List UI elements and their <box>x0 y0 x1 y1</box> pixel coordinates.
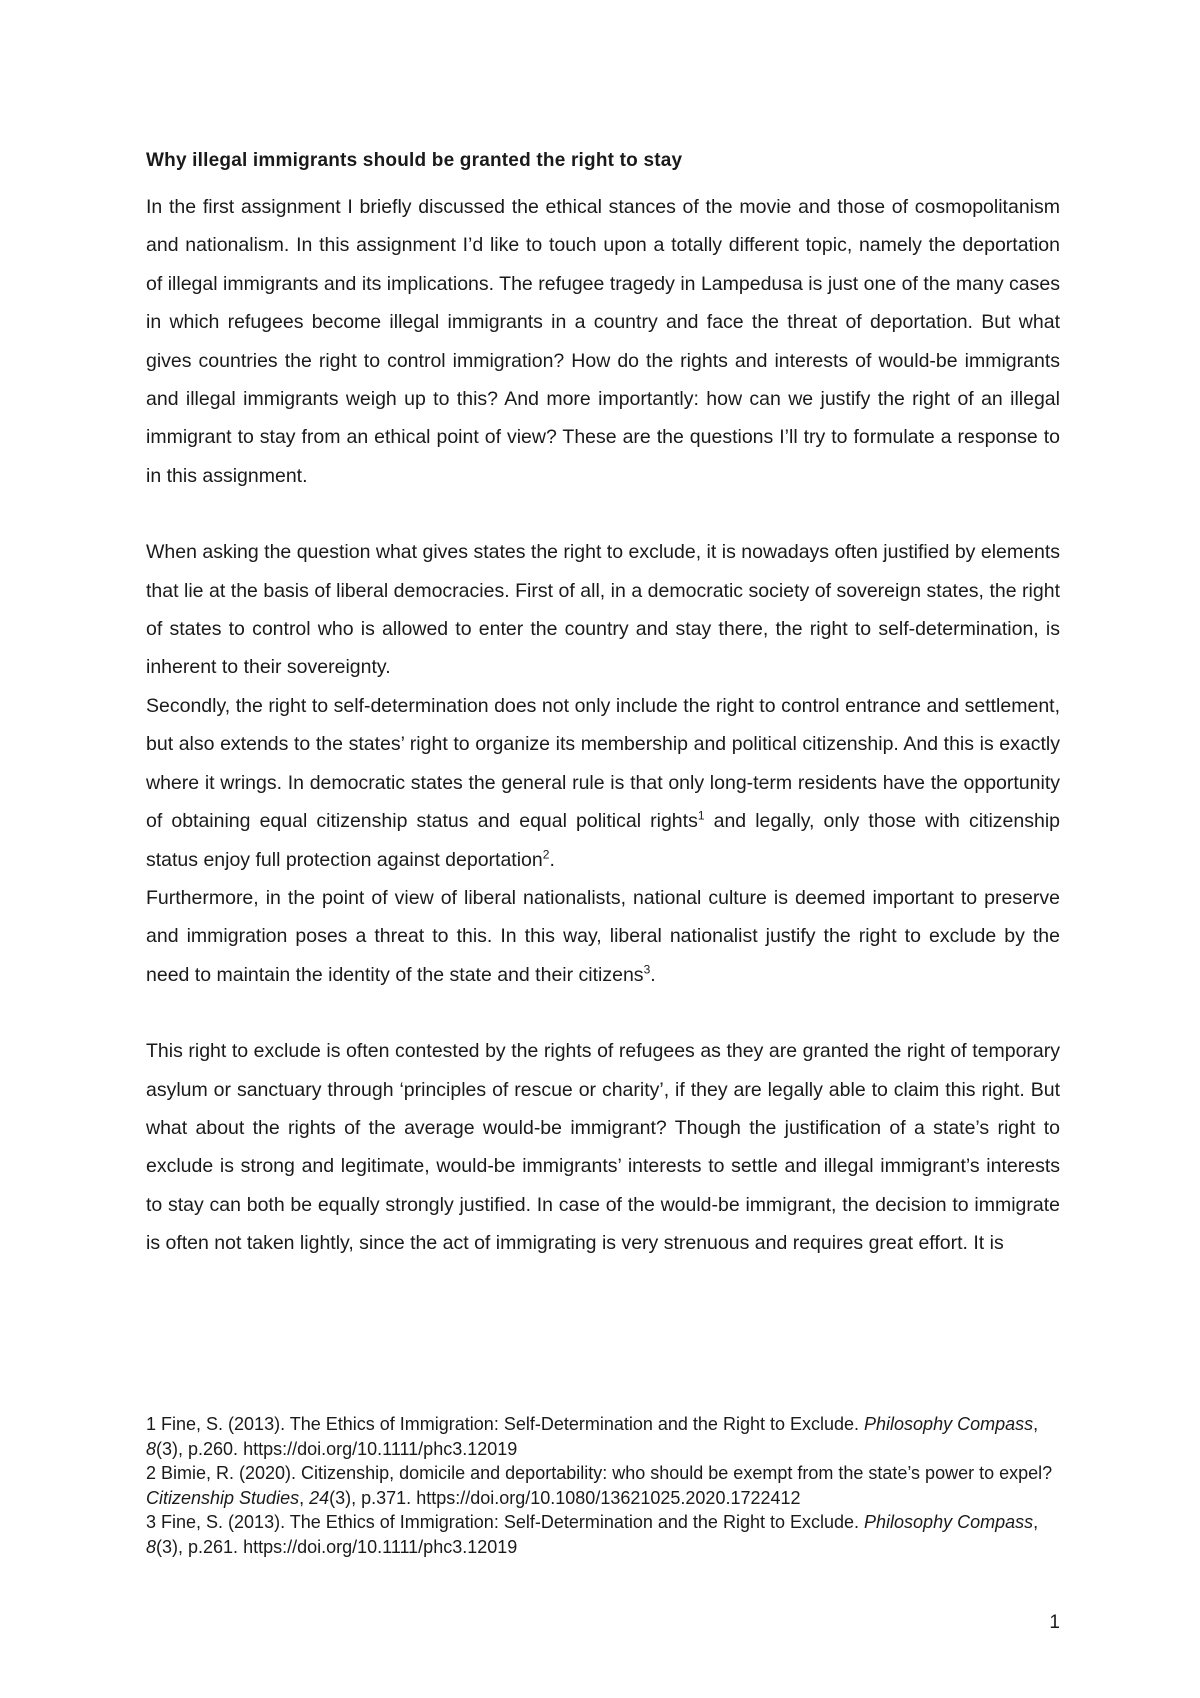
footnote-separator: , <box>299 1487 310 1508</box>
paragraph-right-to-exclude: When asking the question what gives states the right to exclude, it is nowadays often justified by elements that lie at the basis of liberal democracies. First of all, in a democratic society of sovereign states, the right of states to control who is allowed to enter the country and stay there, the right to self-determination, is inherent to their sovereignty. <box>146 541 1060 679</box>
paragraph-self-determination <box>146 687 1060 879</box>
footnote-ref-1[interactable]: 1 <box>697 808 705 823</box>
footnote-2 <box>146 1461 1060 1510</box>
footnote-citation: 2 Bimie, R. (2020). Citizenship, domicile and deportability: who should be exempt from the state’s power to expel? <box>146 1463 1053 1483</box>
footnote-1 <box>146 1412 1060 1461</box>
paragraph-text: . <box>549 848 555 871</box>
footnote-citation: 1 Fine, S. (2013). The Ethics of Immigration: Self-Determination and the Right to Exclude. <box>146 1414 865 1434</box>
footnote-ref-3[interactable]: 3 <box>643 962 651 977</box>
footnote-separator: , <box>1033 1512 1039 1532</box>
paragraph-spacer <box>146 994 1060 1032</box>
footnote-doi: (3), p.261. https://doi.org/10.1111/phc3.12019 <box>156 1536 518 1557</box>
footnote-volume: 8 <box>146 1536 157 1557</box>
footnote-journal: Philosophy Compass <box>864 1414 1034 1434</box>
paragraph-text: Secondly, the right to self-determination does not only include the right to control entrance and settlement, but also extends to the states’ right to organize its membership and political citizenship. And this is exactly where it wrings. In democratic states the general rule is that only long-term residents have the opportunity of obtaining equal citizenship status and equal political rights <box>146 694 1060 833</box>
footnote-doi: (3), p.371. https://doi.org/10.1080/13621025.2020.1722412 <box>329 1487 801 1508</box>
paragraph-spacer <box>146 495 1060 533</box>
footnote-separator: , <box>1033 1414 1039 1434</box>
page-number: 1 <box>1049 1612 1060 1633</box>
footnotes <box>146 1412 1060 1559</box>
document-body <box>146 142 1060 1263</box>
footnote-citation: 3 Fine, S. (2013). The Ethics of Immigration: Self-Determination and the Right to Exclude. <box>146 1512 865 1532</box>
document-title: Why illegal immigrants should be granted the right to stay <box>146 150 683 171</box>
paragraph-text: and legally, only those with citizenship status enjoy full protection against deportation <box>146 810 1060 871</box>
footnote-doi: (3), p.260. https://doi.org/10.1111/phc3.12019 <box>156 1438 518 1459</box>
paragraph-text: . <box>650 963 656 986</box>
footnote-3 <box>146 1510 1060 1559</box>
paragraph-text: Furthermore, in the point of view of liberal nationalists, national culture is deemed important to preserve and immigration poses a threat to this. In this way, liberal nationalist justify the right to exclude by the need to maintain the identity of the state and their citizens <box>146 886 1060 986</box>
footnote-ref-2[interactable]: 2 <box>542 847 550 861</box>
paragraph-refugee-rights: This right to exclude is often contested by the rights of refugees as they are granted the right of temporary asylum or sanctuary through ‘principles of rescue or charity’, if they are legally able to claim this right. But what about the rights of the average would-be immigrant? Though the justification of a state’s right to exclude is strong and legitimate, would-be immigrants’ interests to settle and illegal immigrant’s interests to stay can both be equally strongly justified. In case of the would-be immigrant, the decision to immigrate is often not taken lightly, since the act of immigrating is very strenuous and requires great effort. It is <box>146 1040 1060 1255</box>
footnote-volume: 8 <box>146 1438 157 1459</box>
footnote-journal: Citizenship Studies <box>146 1487 300 1508</box>
footnote-journal: Philosophy Compass <box>864 1512 1034 1532</box>
paragraph-intro: In the first assignment I briefly discussed the ethical stances of the movie and those of cosmopolitanism and nationalism. In this assignment I’d like to touch upon a totally different topic, namely the deportation of illegal immigrants and its implications. The refugee tragedy in Lampedusa is just one of the many cases in which refugees become illegal immigrants in a country and face the threat of deportation. But what gives countries the right to control immigration? How do the rights and interests of would-be immigrants and illegal immigrants weigh up to this? And more importantly: how can we justify the right of an illegal immigrant to stay from an ethical point of view? These are the questions I’ll try to formulate a response to in this assignment. <box>146 196 1060 487</box>
paragraph-liberal-nationalists <box>146 879 1060 994</box>
footnote-volume: 24 <box>309 1487 330 1508</box>
